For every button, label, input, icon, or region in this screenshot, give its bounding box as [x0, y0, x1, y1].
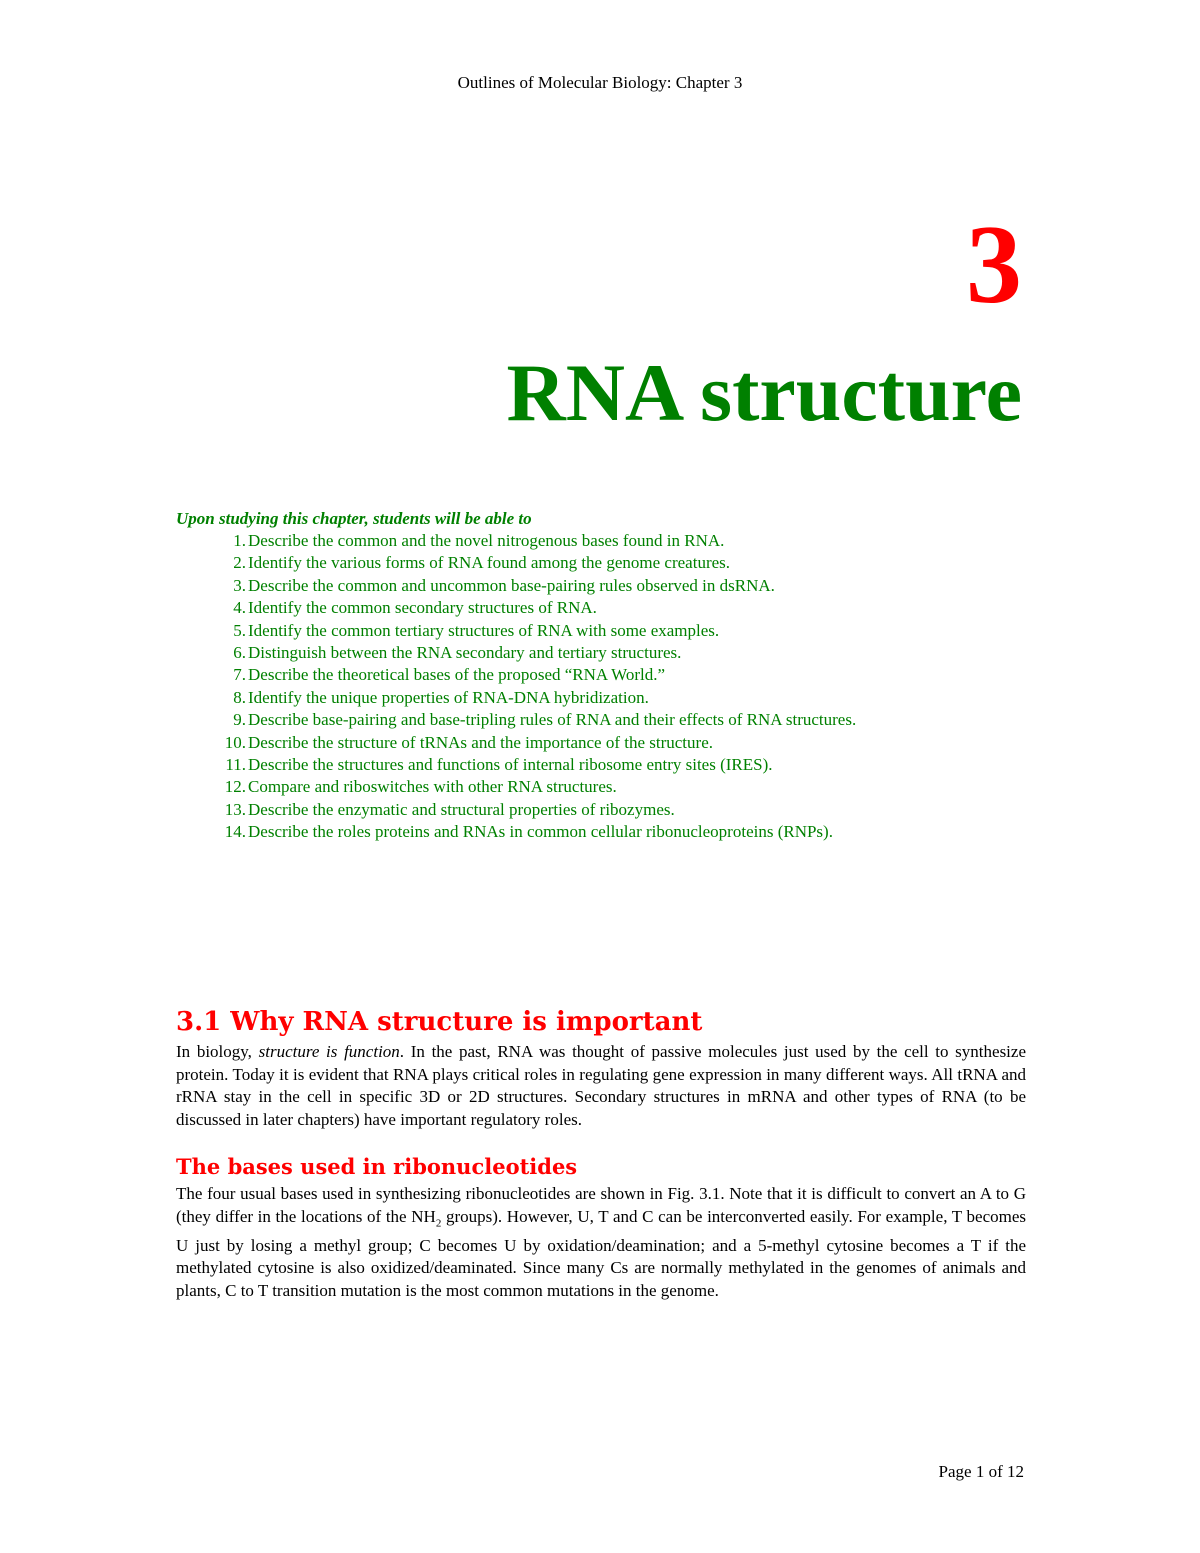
objective-text: Identify the various forms of RNA found among the genome creatures.: [248, 553, 731, 573]
objective-text: Describe the structures and functions of internal ribosome entry sites (IRES).: [248, 755, 773, 775]
objective-text: Distinguish between the RNA secondary and tertiary structures.: [248, 643, 682, 663]
objective-text: Describe the enzymatic and structural properties of ribozymes.: [248, 799, 675, 819]
section-why-rna-structure: [176, 1003, 1026, 1131]
objective-number: 2.: [233, 553, 246, 573]
objective-item: [176, 732, 1036, 754]
paragraph-part-a: The four usual bases used in synthesizing ribonucleotides are shown in Fig. 3.1. Note that it is difficult to convert an A to G (they differ in the locations of the NH: [176, 1184, 1026, 1226]
objective-item: [176, 620, 1036, 642]
section-heading: 3.1 Why RNA structure is important: [176, 1007, 703, 1037]
page-number: Page 1 of 12: [938, 1462, 1024, 1481]
running-header: Outlines of Molecular Biology: Chapter 3: [457, 73, 743, 92]
objective-text: Identify the common secondary structures of RNA.: [248, 598, 597, 618]
objective-item: [176, 799, 1036, 821]
objective-number: 7.: [233, 665, 246, 685]
objectives-intro: Upon studying this chapter, students will be able to: [176, 509, 532, 528]
objective-text: Describe the roles proteins and RNAs in common cellular ribonucleoproteins (RNPs).: [248, 822, 833, 842]
objective-item: [176, 530, 1036, 552]
paragraph-rest: . In the past, RNA was thought of passive molecules just used by the cell to synthesize protein. Today it is evident that RNA plays critical roles in regulating gene expression in many different ways. All tRNA and rRNA stay in the cell in specific 3D or 2D structures. Secondary structures in mRNA and other types of RNA (to be discussed in later chapters) have important regulatory roles.: [176, 1042, 1026, 1129]
objective-item: [176, 776, 1036, 798]
section-heading: The bases used in ribonucleotides: [176, 1154, 578, 1179]
objective-text: Describe the structure of tRNAs and the importance of the structure.: [248, 732, 713, 752]
objective-item: [176, 597, 1036, 619]
chapter-title: RNA structure: [506, 347, 1022, 438]
objective-number: 8.: [233, 687, 246, 707]
objective-text: Describe the common and uncommon base-pairing rules observed in dsRNA.: [248, 575, 775, 595]
objective-number: 11.: [225, 755, 246, 775]
objective-number: 9.: [233, 710, 246, 730]
objective-item: [176, 754, 1036, 776]
objective-text: Identify the unique properties of RNA-DNA hybridization.: [248, 687, 649, 707]
section-paragraph: [176, 1041, 1026, 1131]
objective-item: [176, 575, 1036, 597]
objective-item: [176, 821, 1036, 843]
objective-number: 4.: [233, 598, 246, 618]
objective-item: [176, 709, 1036, 731]
section-paragraph: [176, 1183, 1026, 1302]
chapter-number: 3: [966, 203, 1022, 327]
emphasis-text: structure is function: [258, 1042, 400, 1061]
objective-text: Describe the theoretical bases of the proposed “RNA World.”: [248, 665, 666, 685]
objective-number: 13.: [224, 799, 246, 819]
objective-text: Describe the common and the novel nitrogenous bases found in RNA.: [248, 531, 725, 550]
objective-text: Compare and riboswitches with other RNA structures.: [248, 777, 617, 797]
objective-number: 6.: [233, 643, 246, 663]
objective-number: 14.: [224, 822, 246, 842]
objective-number: 1.: [233, 531, 246, 550]
objective-text: Describe base-pairing and base-tripling rules of RNA and their effects of RNA structures.: [248, 710, 857, 730]
objective-text: Identify the common tertiary structures of RNA with some examples.: [248, 620, 720, 640]
objective-number: 12.: [224, 777, 246, 797]
objective-item: [176, 687, 1036, 709]
objective-item: [176, 642, 1036, 664]
objective-number: 3.: [233, 575, 246, 595]
objectives-list: [176, 530, 1036, 844]
objective-number: 5.: [233, 620, 246, 640]
section-bases-ribonucleotides: [176, 1151, 1026, 1302]
paragraph-lead: In biology,: [176, 1042, 259, 1061]
learning-objectives: [176, 508, 1036, 844]
paragraph-part-b: groups). However, U, T and C can be interconverted easily. For example, T becomes U just by losing a methyl group; C becomes U by oxidation/deamination; and a 5-methyl cytosine becomes a T if the methylated cytosine is also oxidized/deaminated. Since many Cs are normally methylated in the genomes of animals and plants, C to T transition mutation is the most common mutations in the genome.: [176, 1206, 1027, 1300]
objective-item: [176, 552, 1036, 574]
objective-item: [176, 664, 1036, 686]
subscript-text: 2: [435, 1216, 442, 1229]
objective-number: 10.: [224, 732, 246, 752]
